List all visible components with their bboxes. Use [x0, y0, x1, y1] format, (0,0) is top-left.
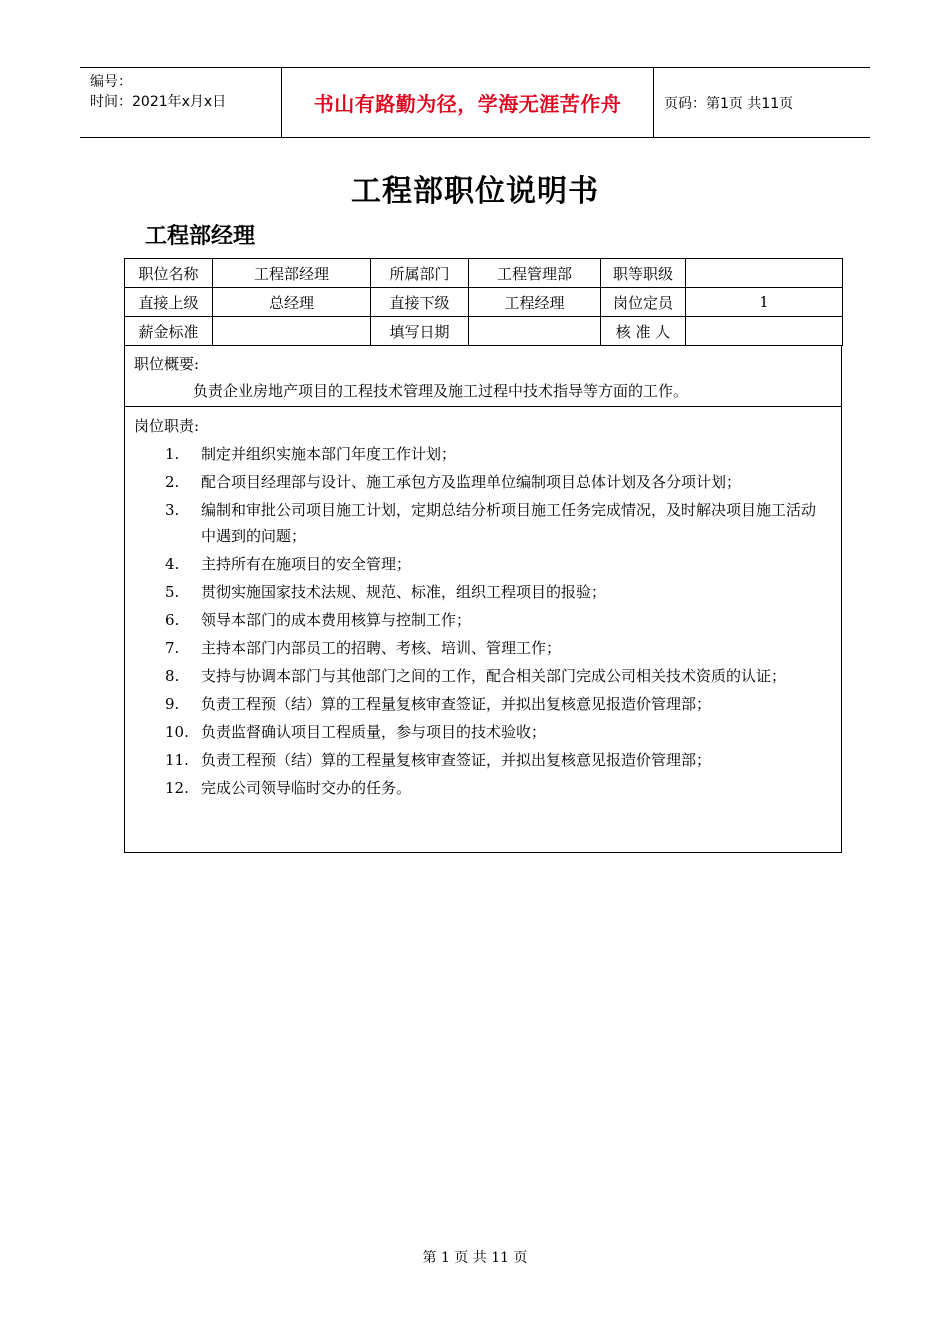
info-label-cell: 直接下级 [371, 288, 469, 317]
duty-item [165, 691, 825, 717]
info-label-cell: 直接上级 [125, 288, 213, 317]
info-row [125, 259, 843, 288]
duty-item [165, 469, 825, 495]
duty-number: 6. [165, 611, 180, 629]
summary-label: 职位概要: [134, 355, 200, 373]
info-value-cell [686, 259, 843, 288]
position-subtitle: 工程部经理 [145, 224, 256, 249]
info-value-cell: 1 [686, 288, 843, 317]
duty-number: 7. [165, 639, 180, 657]
duty-number: 8. [165, 667, 180, 685]
duty-text: 配合项目经理部与设计、施工承包方及监理单位编制项目总体计划及各分项计划； [201, 473, 742, 491]
info-label-cell: 职等职级 [601, 259, 686, 288]
duty-item [165, 441, 825, 467]
duty-text: 贯彻实施国家技术法规、规范、标准，组织工程项目的报验； [201, 583, 607, 601]
info-value-cell: 工程管理部 [469, 259, 601, 288]
duty-number: 5. [165, 583, 180, 601]
header-page-info: 页码：第1页 共11页 [664, 95, 794, 112]
duty-number: 4. [165, 555, 180, 573]
info-value-cell [686, 317, 843, 346]
duty-number: 10. [165, 723, 189, 741]
duty-number: 12. [165, 779, 189, 797]
document-title: 工程部职位说明书 [351, 174, 599, 209]
info-label-cell: 职位名称 [125, 259, 213, 288]
info-label-cell: 薪金标准 [125, 317, 213, 346]
info-label-cell: 岗位定员 [601, 288, 686, 317]
duties-label: 岗位职责: [134, 417, 200, 435]
duty-item [165, 663, 825, 689]
duty-item [165, 635, 825, 661]
duty-text: 负责工程预（结）算的工程量复核审查签证，并拟出复核意见报造价管理部； [201, 695, 712, 713]
info-value-cell: 工程部经理 [213, 259, 371, 288]
page-header [80, 67, 870, 138]
info-value-cell: 总经理 [213, 288, 371, 317]
time-label: 时间：2021年x月x日 [90, 94, 227, 110]
header-motto: 书山有路勤为径，学海无涯苦作舟 [282, 68, 654, 137]
duty-text: 主持所有在施项目的安全管理； [201, 555, 412, 573]
summary-text: 负责企业房地产项目的工程技术管理及施工过程中技术指导等方面的工作。 [193, 382, 689, 400]
duty-number: 9. [165, 695, 180, 713]
duty-number: 11. [165, 751, 189, 769]
info-label-cell: 填写日期 [371, 317, 469, 346]
info-value-cell: 工程经理 [469, 288, 601, 317]
duty-item [165, 775, 825, 801]
position-duties [124, 407, 842, 853]
duty-text: 主持本部门内部员工的招聘、考核、培训、管理工作； [201, 639, 562, 657]
duty-number: 2. [165, 473, 180, 491]
position-summary [124, 345, 842, 407]
duty-item [165, 551, 825, 577]
info-value-cell [469, 317, 601, 346]
header-meta [80, 68, 282, 137]
info-label-cell: 所属部门 [371, 259, 469, 288]
duty-text: 完成公司领导临时交办的任务。 [201, 779, 412, 797]
number-label: 编号： [90, 74, 132, 90]
duty-number: 1. [165, 445, 180, 463]
duty-item [165, 719, 825, 745]
duty-item [165, 579, 825, 605]
duty-text: 编制和审批公司项目施工计划，定期总结分析项目施工任务完成情况，及时解决项目施工活动中遇到的问题； [201, 501, 817, 545]
position-info-table [124, 258, 843, 346]
info-row [125, 317, 843, 346]
duty-item [165, 607, 825, 633]
duty-text: 领导本部门的成本费用核算与控制工作； [201, 611, 472, 629]
duty-text: 制定并组织实施本部门年度工作计划； [201, 445, 457, 463]
duty-item [165, 497, 825, 549]
info-label-cell: 核 准 人 [601, 317, 686, 346]
duty-item [165, 747, 825, 773]
duty-text: 负责监督确认项目工程质量，参与项目的技术验收； [201, 723, 547, 741]
duty-text: 支持与协调本部门与其他部门之间的工作，配合相关部门完成公司相关技术资质的认证； [201, 667, 787, 685]
duty-text: 负责工程预（结）算的工程量复核审查签证，并拟出复核意见报造价管理部； [201, 751, 712, 769]
duty-number: 3. [165, 501, 180, 519]
info-value-cell [213, 317, 371, 346]
page-footer: 第 1 页 共 11 页 [422, 1250, 528, 1266]
duty-list [165, 441, 825, 803]
info-row [125, 288, 843, 317]
